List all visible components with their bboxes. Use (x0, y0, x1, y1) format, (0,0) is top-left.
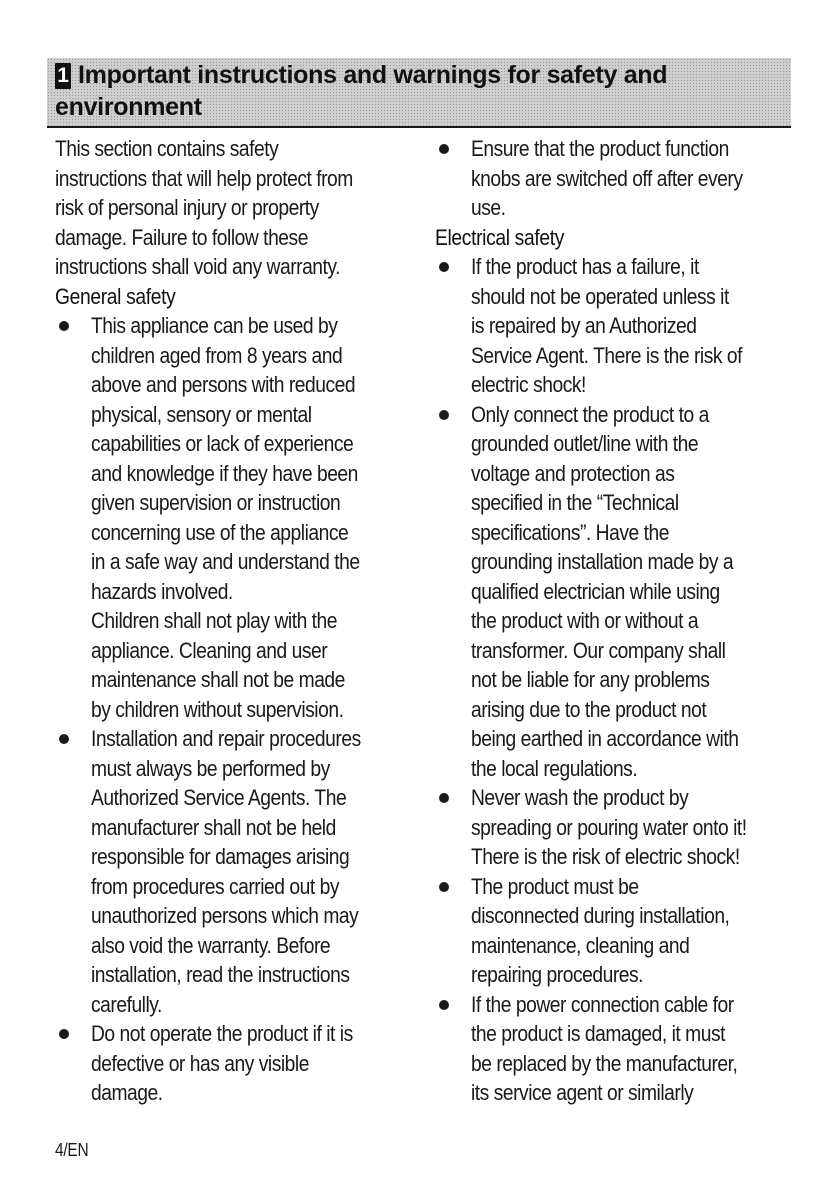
item-line: This appliance can be used by (91, 313, 338, 338)
list-item (435, 134, 791, 223)
item-line: carefully. (91, 991, 162, 1017)
item-line: maintenance shall not be made (91, 667, 345, 692)
intro-line: This section contains safety (55, 136, 279, 161)
general-safety-list-continued (435, 134, 791, 223)
electrical-safety-list (435, 252, 791, 1108)
item-line: If the product has a failure, it (471, 254, 699, 279)
item-line: grounding installation made by a (471, 549, 734, 574)
item-line: electric shock! (471, 372, 586, 397)
item-line: Never wash the product by (471, 785, 689, 810)
bullet-icon (59, 1029, 69, 1039)
list-item (55, 311, 411, 724)
item-line: Authorized Service Agents. The (91, 785, 347, 810)
left-column (55, 134, 411, 1108)
item-line: Installation and repair procedures (91, 726, 361, 751)
item-line: disconnected during installation, (471, 903, 730, 928)
list-item (55, 724, 411, 1019)
item-line: manufacturer shall not be held (91, 814, 336, 840)
bullet-icon (439, 793, 449, 803)
item-line: maintenance, cleaning and (471, 932, 690, 958)
item-line: specifications”. Have the (471, 519, 669, 545)
section-title-line-2: environment (55, 93, 202, 121)
item-line: If the power connection cable for (471, 991, 734, 1017)
intro-line: risk of personal injury or property (55, 195, 319, 220)
section-title-line-1 (55, 60, 667, 90)
item-line: transformer. Our company shall (471, 637, 726, 663)
item-line: Ensure that the product function (471, 136, 729, 161)
item-line: voltage and protection as (471, 460, 675, 486)
item-line: by children without supervision. (91, 696, 344, 722)
item-line: hazards involved. (91, 578, 233, 604)
item-line: from procedures carried out by (91, 873, 340, 899)
section-title-text: Important instructions and warnings for safety and (78, 61, 668, 89)
item-line: its service agent or similarly (471, 1080, 694, 1105)
item-line: arising due to the product not (471, 696, 707, 722)
item-line: grounded outlet/line with the (471, 431, 699, 456)
electrical-safety-heading: Electrical safety (435, 224, 564, 250)
item-line: responsible for damages arising (91, 844, 350, 869)
item-line: is repaired by an Authorized (471, 313, 697, 338)
intro-paragraph (55, 134, 411, 282)
bullet-icon (59, 734, 69, 744)
item-line: concerning use of the appliance (91, 519, 349, 545)
bullet-icon (439, 410, 449, 420)
item-line: Service Agent. There is the risk of (471, 342, 743, 368)
item-line: Do not operate the product if it is (91, 1021, 353, 1046)
item-line: given supervision or instruction (91, 490, 341, 515)
item-line: use. (471, 195, 506, 220)
bullet-icon (59, 321, 69, 331)
item-line: the product with or without a (471, 608, 699, 633)
item-line: also void the warranty. Before (91, 932, 331, 958)
item-line: the product is damaged, it must (471, 1021, 725, 1046)
item-line: should not be operated unless it (471, 283, 729, 309)
list-item (435, 400, 791, 784)
list-item (55, 1019, 411, 1108)
intro-line: instructions that will help protect from (55, 165, 353, 191)
item-line: children aged from 8 years and (91, 342, 343, 368)
item-line: physical, sensory or mental (91, 401, 312, 427)
intro-line: instructions shall void any warranty. (55, 254, 341, 279)
item-line: repairing procedures. (471, 962, 644, 987)
item-line: installation, read the instructions (91, 962, 350, 987)
bullet-icon (439, 1000, 449, 1010)
bullet-icon (439, 262, 449, 272)
item-line: must always be performed by (91, 755, 330, 781)
section-number-badge: 1 (55, 63, 71, 89)
list-item (435, 783, 791, 872)
item-line: and knowledge if they have been (91, 460, 358, 486)
item-line: not be liable for any problems (471, 667, 710, 692)
item-line: qualified electrician while using (471, 578, 720, 604)
item-line: knobs are switched off after every (471, 165, 743, 191)
item-line: Only connect the product to a (471, 401, 709, 427)
item-line: unauthorized persons which may (91, 903, 359, 928)
item-line: Children shall not play with the (91, 608, 338, 633)
item-line: spreading or pouring water onto it! (471, 814, 747, 840)
item-line: in a safe way and understand the (91, 549, 360, 574)
bullet-icon (439, 882, 449, 892)
item-line: capabilities or lack of experience (91, 431, 354, 456)
item-line: defective or has any visible (91, 1050, 309, 1076)
list-item (435, 990, 791, 1108)
general-safety-heading: General safety (55, 283, 176, 309)
item-line: There is the risk of electric shock! (471, 844, 740, 869)
intro-line: damage. Failure to follow these (55, 224, 308, 250)
bullet-icon (439, 144, 449, 154)
item-line: damage. (91, 1080, 163, 1105)
item-line: being earthed in accordance with (471, 726, 739, 751)
list-item (435, 872, 791, 990)
item-line: specified in the “Technical (471, 490, 679, 515)
page-number: 4/EN (55, 1140, 89, 1160)
item-line: the local regulations. (471, 755, 638, 781)
item-line: above and persons with reduced (91, 372, 356, 397)
list-item (435, 252, 791, 400)
general-safety-list (55, 311, 411, 1108)
item-line: appliance. Cleaning and user (91, 637, 328, 663)
item-line: be replaced by the manufacturer, (471, 1050, 738, 1076)
section-header (47, 58, 791, 128)
right-column (435, 134, 791, 1108)
item-line: The product must be (471, 873, 639, 899)
